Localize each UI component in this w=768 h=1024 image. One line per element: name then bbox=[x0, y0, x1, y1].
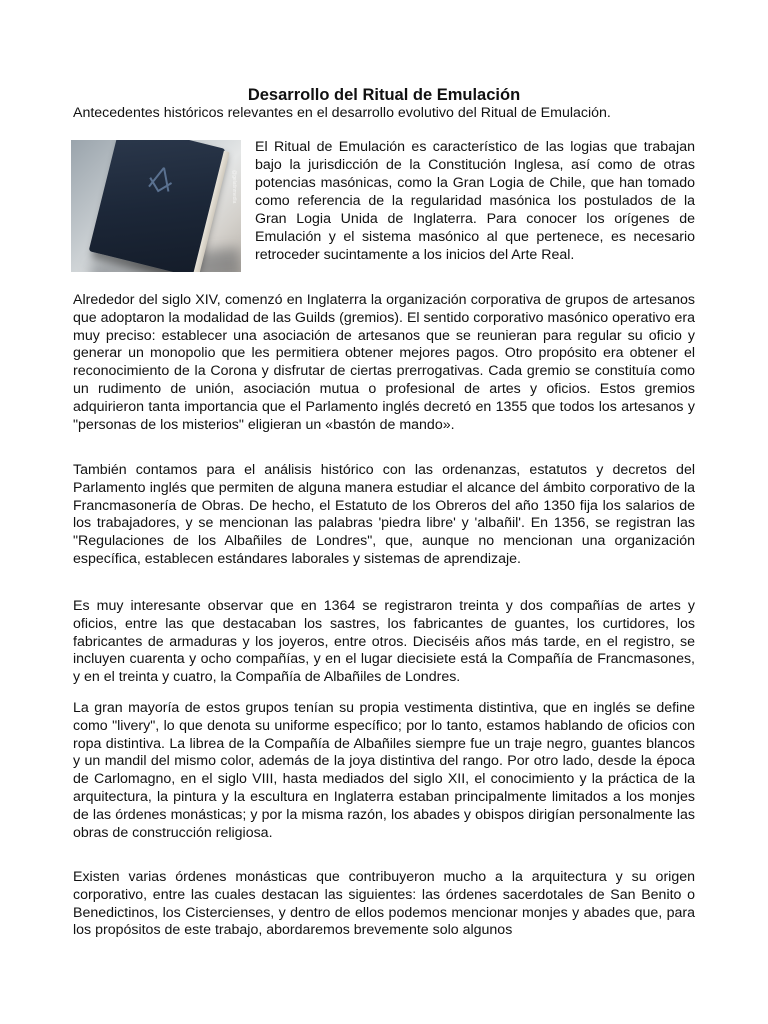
masonic-book-photo bbox=[71, 140, 241, 272]
paragraph-4: La gran mayoría de estos grupos tenían su propia vestimenta distintiva, que en inglés se define como "livery", lo que denota su uniforme específico; por lo tanto, estamos hablando de oficios con ropa distintiva. La librea de la Compañía de Albañiles siempre fue un traje negro, guantes blancos y un mandil del mismo color, además de la joya distintiva del rango. Por otro lado, desde la época de Carlomagno, en el siglo VIII, hasta mediados del siglo XII, el conocimiento y la práctica de la arquitectura, la pintura y la escultura en Inglaterra estaban principalmente limitados a los monjes de las órdenes monásticas; y por la misma razón, los abades y obispos dirigían personalmente las obras de construcción religiosa. bbox=[73, 700, 695, 841]
paragraph-1: Alrededor del siglo XIV, comenzó en Inglaterra la organización corporativa de grupos de artesanos que adoptaron la modalidad de las Guilds (gremios). El sentido corporativo masónico operativo era muy preciso: establecer una asociación de artesanos que se reunieran para regular su oficio y generar un monopolio que les permitiera obtener mejores pagos. Otro propósito era obtener el reconocimiento de la Corona y disfrutar de ciertas prerrogativas. Cada gremio se constituía como un rudimento de unión, asociación mutua o profesional de artes y oficios. Estos gremios adquirieron tanta importancia que el Parlamento inglés decretó en 1355 que todos los artesanos y "personas de los misterios" eligieran un «bastón de mando». bbox=[73, 292, 695, 433]
page-subtitle: Antecedentes históricos relevantes en el desarrollo evolutivo del Ritual de Emulación. bbox=[73, 105, 611, 121]
paragraph-3: Es muy interesante observar que en 1364 se registraron treinta y dos compañías de artes y oficios, entre las que destacaban los sastres, los fabricantes de guantes, los curtidores, los fabricantes de armaduras y los joyeros, entre otros. Dieciséis años más tarde, en el registro, se incluyen cuarenta y ocho compañías, y en el lugar diecisiete está la Compañía de Francmasones, y en el treinta y cuatro, la Compañía de Albañiles de Londres. bbox=[73, 598, 695, 686]
intro-paragraph: El Ritual de Emulación es característico de las logias que trabajan bajo la jurisdicción de la Constitución Inglesa, así como de otras potencias masónicas, como la Gran Logia de Chile, que han tomado como referencia de la regularidad masónica los postulados de la Gran Logia Unida de Inglaterra. Para conocer los orígenes de Emulación y el sistema masónico al que pertenece, es necesario retroceder sucintamente a los inicios del Arte Real. bbox=[255, 139, 695, 263]
paragraph-5: Existen varias órdenes monásticas que contribuyeron mucho a la arquitectura y su origen corporativo, entre las cuales destacan las siguientes: las órdenes sacerdotales de San Benito o Benedictinos, los Cistercienses, y dentro de ellos podemos mencionar monjes y abades que, para los propósitos de este trabajo, abordaremos brevemente solo algunos bbox=[73, 869, 695, 939]
photo-watermark: @gelatinmedia bbox=[231, 170, 237, 204]
square-and-compass-icon bbox=[143, 161, 179, 197]
paragraph-2: También contamos para el análisis histórico con las ordenanzas, estatutos y decretos del Parlamento inglés que permiten de alguna manera estudiar el alcance del ámbito corporativo de la Francmasonería de Obras. De hecho, el Estatuto de los Obreros del año 1350 fija los salarios de los trabajadores, y se mencionan las palabras 'piedra libre' y 'albañil'. En 1356, se registran las "Regulaciones de los Albañiles de Londres", que, aunque no mencionan una organización específica, establecen estándares laborales y sistemas de aprendizaje. bbox=[73, 462, 695, 567]
page-title: Desarrollo del Ritual de Emulación bbox=[247, 86, 521, 104]
